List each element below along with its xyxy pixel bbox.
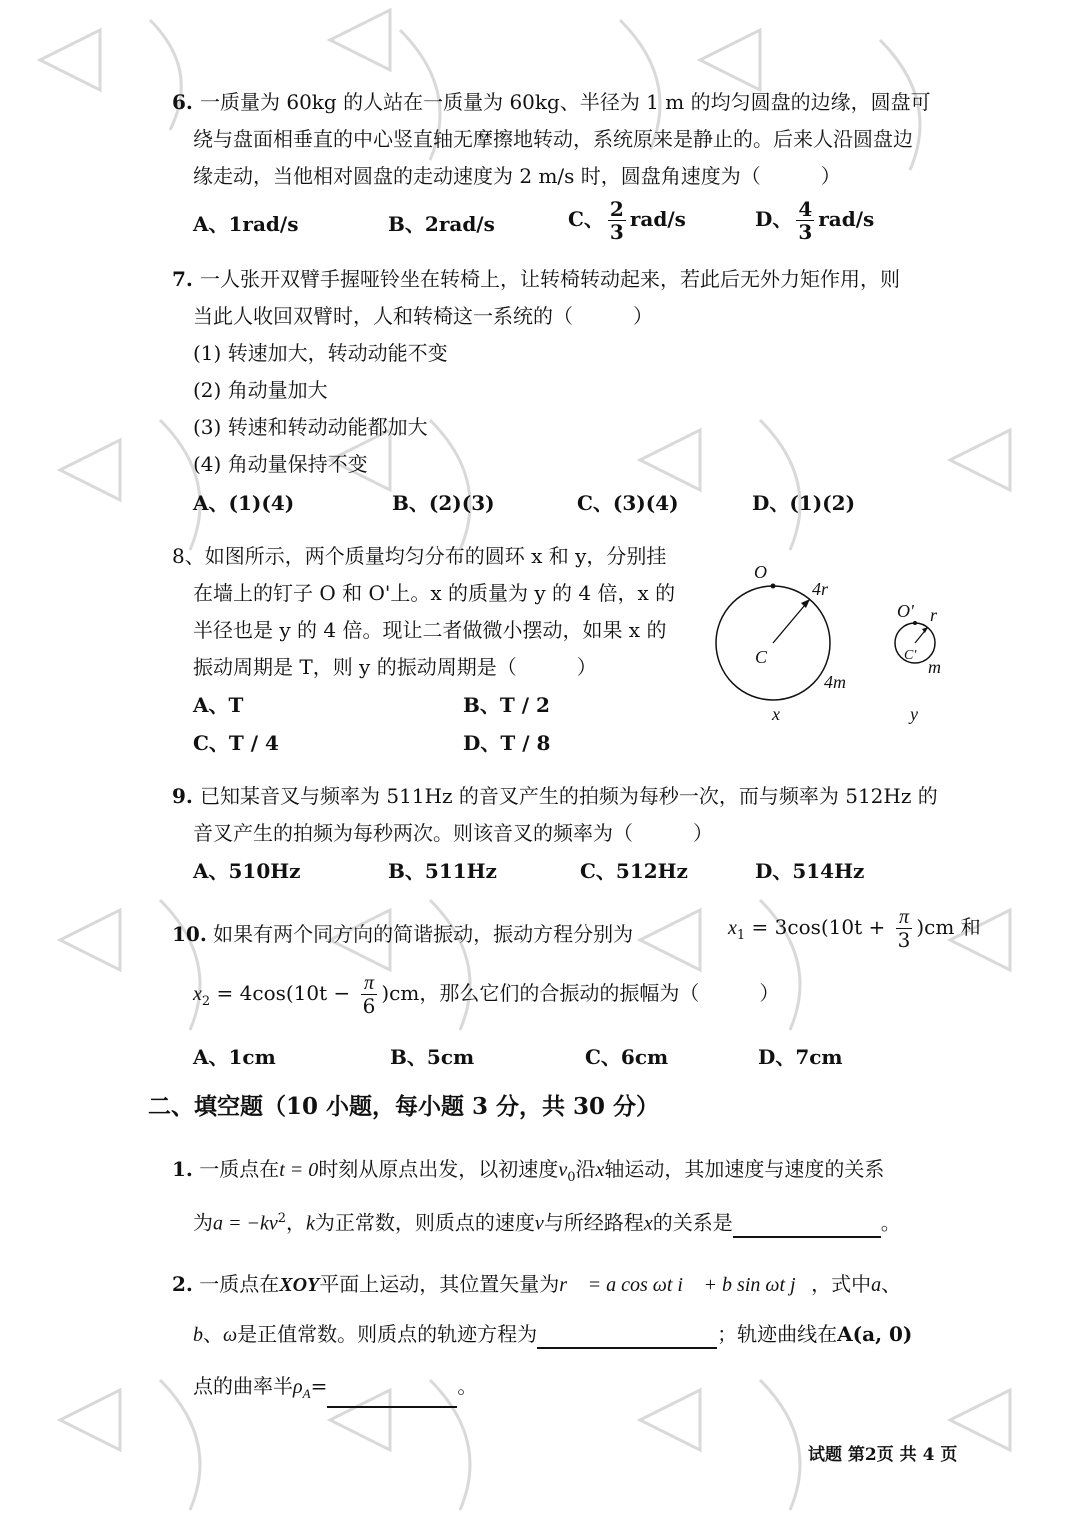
q9-option-b[interactable]: B、511Hz: [388, 859, 497, 883]
q6-option-c[interactable]: [568, 198, 686, 243]
q10-equation-2: $x_2 = 4\cos(10t$ − $\frac{\pi}{6}$ )cm，那么它们的合振动的振幅为（ ）: [193, 972, 780, 1018]
section-2-title: 二、填空题（10 小题，每小题 3 分，共 30 分）: [148, 1093, 660, 1120]
q6-text-line2: 绕与盘面相垂直的中心竖直轴无摩擦地转动，系统原来是静止的。后来人沿圆盘边: [193, 127, 913, 151]
q6-text-line1: 一质量为 60kg 的人站在一质量为 60kg、半径为 1 m 的均匀圆盘的边缘，圆盘可: [200, 90, 931, 114]
q8-option-c[interactable]: C、T / 4: [193, 731, 279, 755]
q6-option-d[interactable]: [755, 198, 874, 243]
q6-option-d-unit: rad/s: [818, 207, 875, 231]
q10-text-line1: [172, 920, 633, 948]
radius-y-arrowhead: [922, 627, 928, 633]
q7-statement-1: (1) 转速加大，转动动能不变: [193, 341, 448, 365]
f2-radius-blank[interactable]: [327, 1384, 457, 1408]
q9-option-c[interactable]: C、512Hz: [580, 859, 688, 883]
label-o: O: [754, 562, 767, 582]
f2-text-line3: 点的曲率半$\rho_A=$ 。: [193, 1372, 477, 1408]
q8-option-a[interactable]: A、T: [193, 693, 244, 717]
q7-text-line2: 当此人收回双臂时，人和转椅这一系统的（ ）: [193, 304, 653, 328]
q7-text-line1: 一人张开双臂手握哑铃坐在转椅上，让转椅转动起来，若此后无外力矩作用，则: [200, 267, 900, 291]
q10-option-b[interactable]: B、5cm: [390, 1045, 475, 1069]
f2-trajectory-blank[interactable]: [537, 1325, 717, 1349]
q7-option-c[interactable]: C、(3)(4): [577, 491, 679, 515]
q8-option-b[interactable]: B、T / 2: [463, 693, 550, 717]
label-4r: 4r: [812, 579, 829, 599]
q6-option-b[interactable]: B、2rad/s: [388, 212, 495, 236]
label-y: y: [910, 704, 918, 724]
q7-statement-2: (2) 角动量加大: [193, 378, 328, 402]
label-c: C: [755, 647, 768, 667]
nail-o: [771, 584, 776, 589]
label-x: x: [772, 704, 780, 724]
q6-option-c-label: C、: [568, 207, 604, 231]
q7-statement-4: (4) 角动量保持不变: [193, 452, 368, 476]
q9-number: 9.: [172, 784, 193, 808]
q7-number: 7.: [172, 267, 193, 291]
q7-statement-3: (3) 转速和转动动能都加大: [193, 415, 428, 439]
q10-option-c[interactable]: C、6cm: [585, 1045, 669, 1069]
q10-and: 和: [960, 915, 981, 939]
f2-text-line2: b、ω是正值常数。则质点的轨迹方程为 ；轨迹曲线在A(a, 0): [193, 1320, 912, 1349]
radius-x-arrowhead: [801, 599, 810, 608]
q6-option-a[interactable]: A、1rad/s: [193, 212, 299, 236]
q8-text-line3: 半径也是 y 的 4 倍。现让二者做微小摆动，如果 x 的: [193, 618, 667, 642]
q6-option-c-unit: rad/s: [629, 207, 686, 231]
q7-option-d[interactable]: D、(1)(2): [752, 491, 856, 515]
q9-text-line2: 音叉产生的拍频为每秒两次。则该音叉的频率为（ ）: [193, 821, 713, 845]
f1-text-line2: 为$a = -kv^2$，k为正常数，则质点的速度v与所经路程x的关系是 。: [193, 1205, 901, 1238]
q10-option-d[interactable]: D、7cm: [758, 1045, 843, 1069]
q8-text-line2: 在墙上的钉子 O 和 O'上。x 的质量为 y 的 4 倍，x 的: [193, 581, 676, 605]
label-c-prime: C': [904, 648, 917, 663]
page-footer: 试题 第2页 共 4 页: [808, 1445, 958, 1465]
nail-o-prime: [913, 621, 917, 625]
q7-option-b[interactable]: B、(2)(3): [392, 491, 495, 515]
f2-text-line1: 2. 一质点在XOY平面上运动，其位置矢量为r⃗ = a cos ωt i⃗ + b sin ωt j⃗，式中a、: [172, 1272, 902, 1296]
q8-rings-diagram: [700, 555, 970, 735]
q10-equation-1: $x_1 = 3\cos(10t$ + $\frac{\pi}{3}$ )cm 和: [728, 906, 981, 952]
q10-text-line2: ，那么它们的合振动的振幅为（ ）: [419, 981, 780, 1005]
q6-option-c-fraction: $\frac{2}{3}$: [609, 197, 624, 244]
q9-option-a[interactable]: A、510Hz: [193, 859, 301, 883]
f1-text-line1: 1. 一质点在t = 0时刻从原点出发，以初速度$v_0$沿x轴运动，其加速度与速度的关系: [172, 1157, 885, 1185]
q6-text-line3: 缘走动，当他相对圆盘的走动速度为 2 m/s 时，圆盘角速度为（ ）: [193, 164, 841, 188]
q8-option-d[interactable]: D、T / 8: [463, 731, 551, 755]
label-m: m: [928, 657, 941, 677]
q9-text-line1: 已知某音叉与频率为 511Hz 的音叉产生的拍频为每秒一次，而与频率为 512Hz 的: [200, 784, 938, 808]
label-4m: 4m: [824, 672, 846, 692]
q6-number: 6.: [172, 90, 193, 114]
q9-option-d[interactable]: D、514Hz: [755, 859, 865, 883]
q10-option-a[interactable]: A、1cm: [193, 1045, 276, 1069]
q6-option-d-fraction: $\frac{4}{3}$: [798, 197, 813, 244]
q10-intro: 如果有两个同方向的简谐振动，振动方程分别为: [213, 922, 634, 946]
q6-option-d-label: D、: [755, 207, 793, 231]
q7-option-a[interactable]: A、(1)(4): [193, 491, 295, 515]
label-o-prime: O': [897, 601, 914, 621]
q8-text-line1: 8、如图所示，两个质量均匀分布的圆环 x 和 y，分别挂: [172, 544, 667, 568]
q8-text-line4: 振动周期是 T，则 y 的振动周期是（ ）: [193, 655, 597, 679]
f1-answer-blank[interactable]: [733, 1214, 881, 1238]
q10-number: 10.: [172, 922, 207, 946]
label-r: r: [930, 605, 938, 625]
